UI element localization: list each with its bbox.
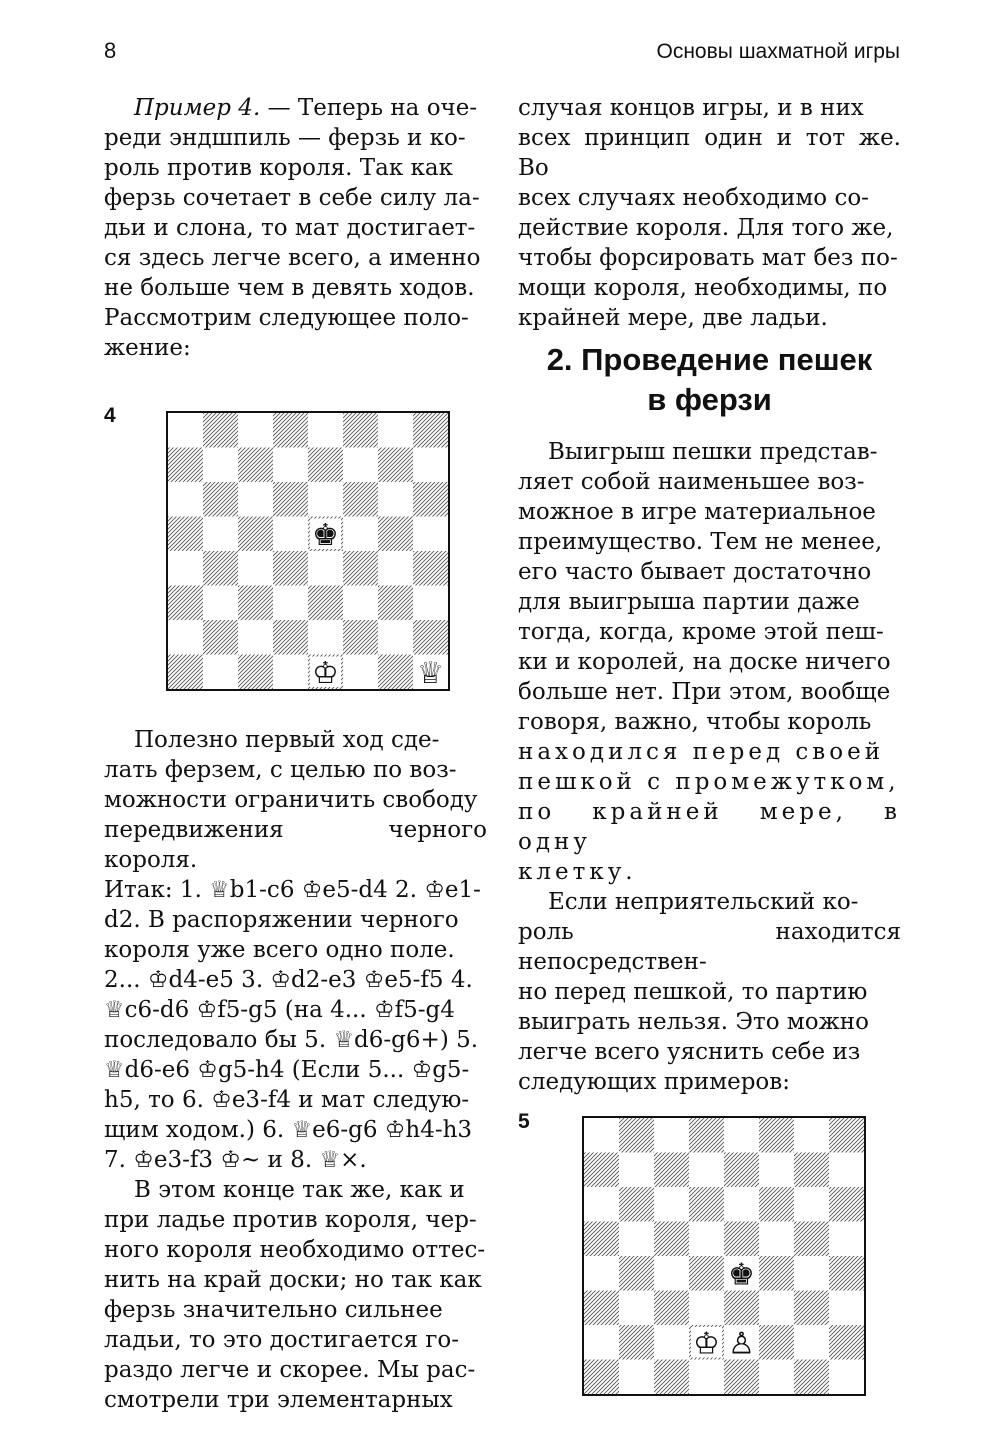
text-line: короля уже всего одно поле. xyxy=(104,937,455,963)
dark-square xyxy=(619,1118,654,1153)
dark-square xyxy=(724,1222,759,1257)
text-line: 7. ♔e3-f3 ♔~ и 8. ♕×. xyxy=(104,1147,367,1173)
dark-square xyxy=(168,586,203,621)
dark-square xyxy=(689,1118,724,1153)
text-line: при ладье против короля, чер- xyxy=(104,1207,477,1233)
white-queen-piece: ♕ xyxy=(417,655,444,689)
left-paragraph-3 xyxy=(104,1175,487,1415)
dark-square xyxy=(724,1360,759,1395)
text-line: лать ферзем, с целью по воз- xyxy=(104,757,457,783)
text-line: преимущество. Тем не менее, xyxy=(518,529,883,555)
text-line: Пример 4. — Теперь на оче- xyxy=(134,95,478,121)
dark-square xyxy=(343,551,378,586)
text-line: Рассмотрим следующее поло- xyxy=(104,305,469,331)
dark-square xyxy=(584,1222,619,1257)
text-line: Если неприятельский ко- xyxy=(548,889,859,915)
text-line: ♕d6-e6 ♔g5-h4 (Если 5... ♔g5- xyxy=(104,1057,470,1083)
text-line: Итак: 1. ♕b1-c6 ♔e5-d4 2. ♔e1- xyxy=(104,877,481,903)
right-paragraph-1 xyxy=(518,93,901,333)
text-line: находился перед своей xyxy=(518,739,885,765)
dark-square xyxy=(584,1291,619,1326)
example-label: Пример 4. xyxy=(134,95,261,121)
dark-square xyxy=(724,1291,759,1326)
dark-square xyxy=(413,413,448,448)
text-line: раздо легче и скорее. Мы рас- xyxy=(104,1357,476,1383)
dark-square xyxy=(654,1291,689,1326)
dark-square xyxy=(273,551,308,586)
dark-square xyxy=(619,1256,654,1291)
text-line: следующих примеров: xyxy=(518,1069,790,1095)
dark-square xyxy=(308,448,343,483)
text-line: крайней мере, две ладьи. xyxy=(518,305,828,331)
board-5-svg xyxy=(584,1118,864,1394)
dark-square xyxy=(759,1256,794,1291)
text-line: пешкой с промежутком, xyxy=(518,769,900,795)
dark-square xyxy=(654,1153,689,1188)
text-line: щим ходом.) 6. ♕e6-g6 ♔h4-h3 xyxy=(104,1117,473,1143)
right-paragraph-2 xyxy=(518,437,901,887)
page-number: 8 xyxy=(104,38,117,63)
dark-square xyxy=(273,620,308,655)
dark-square xyxy=(378,448,413,483)
text-line: его часто бывает достаточно xyxy=(518,559,872,585)
text-line: говоря, важно, чтобы король xyxy=(518,709,872,735)
dark-square xyxy=(619,1187,654,1222)
text-line: чтобы форсировать мат без по- xyxy=(518,245,898,271)
text-line: ся здесь легче всего, а именно xyxy=(104,245,481,271)
text-line: ки и королей, на доске ничего xyxy=(518,649,891,675)
dark-square xyxy=(203,620,238,655)
dark-square xyxy=(378,586,413,621)
dark-square xyxy=(654,1360,689,1395)
dark-square xyxy=(203,551,238,586)
dark-square xyxy=(829,1325,864,1360)
section-heading-line: в ферзи xyxy=(647,382,772,417)
text-line: ного короля необходимо оттес- xyxy=(104,1237,486,1263)
dark-square xyxy=(238,586,273,621)
text-line: d2. В распоряжении черного xyxy=(104,907,459,933)
text-line: мощи короля, необходимы, по xyxy=(518,275,888,301)
text-line: роль находится непосредствен- xyxy=(518,919,901,975)
text-line: клетку. xyxy=(518,859,637,885)
dark-square xyxy=(343,482,378,517)
dark-square xyxy=(203,482,238,517)
white-king-piece: ♔ xyxy=(312,655,339,689)
text-line: жение: xyxy=(104,335,191,361)
dark-square xyxy=(308,586,343,621)
dark-square xyxy=(759,1118,794,1153)
dark-square xyxy=(168,517,203,552)
dark-square xyxy=(378,517,413,552)
text-line: ♕c6-d6 ♔f5-g5 (на 4... ♔f5-g4 xyxy=(104,997,455,1023)
left-paragraph-2 xyxy=(104,725,487,1175)
dark-square xyxy=(238,517,273,552)
dark-square xyxy=(203,413,238,448)
right-paragraph-3 xyxy=(518,887,901,1097)
dark-square xyxy=(619,1325,654,1360)
dark-square xyxy=(238,655,273,690)
dark-square xyxy=(168,448,203,483)
dark-square xyxy=(413,620,448,655)
text-line: последовало бы 5. ♕d6-g6+) 5. xyxy=(104,1027,479,1053)
black-king-piece: ♚ xyxy=(728,1257,755,1293)
black-king-piece: ♚ xyxy=(312,517,339,553)
chess-diagram-4 xyxy=(166,411,450,691)
diagram-4-label: 4 xyxy=(104,404,116,427)
dark-square xyxy=(829,1187,864,1222)
section-heading xyxy=(518,340,901,420)
section-heading-line: 2. Проведение пешек xyxy=(546,342,873,377)
text-line: нить на край доски; но так как xyxy=(104,1267,482,1293)
text-line: выиграть нельзя. Это можно xyxy=(518,1009,869,1035)
text-line: роль против короля. Так как xyxy=(104,155,453,181)
dark-square xyxy=(343,413,378,448)
text-line: не больше чем в девять ходов. xyxy=(104,275,475,301)
diagram-5-label: 5 xyxy=(518,1110,530,1133)
dark-square xyxy=(689,1256,724,1291)
dark-square xyxy=(794,1222,829,1257)
text-line: передвижения черного короля. xyxy=(104,817,487,873)
text-line: случая концов игры, и в них xyxy=(518,95,864,121)
dark-square xyxy=(273,482,308,517)
text-line: но перед пешкой, то партию xyxy=(518,979,868,1005)
board-4-svg xyxy=(168,413,448,689)
dark-square xyxy=(829,1256,864,1291)
dark-square xyxy=(829,1118,864,1153)
text-line: всех принцип один и тот же. Во xyxy=(518,125,901,181)
white-king-piece: ♔ xyxy=(693,1326,720,1362)
text-line: В этом конце так же, как и xyxy=(134,1177,465,1203)
dark-square xyxy=(759,1187,794,1222)
dark-square xyxy=(413,551,448,586)
text-line: ладьи, то это достигается го- xyxy=(104,1327,460,1353)
dark-square xyxy=(724,1153,759,1188)
text-line: легче всего уяснить себе из xyxy=(518,1039,861,1065)
chess-diagram-5 xyxy=(582,1116,866,1396)
text-line: дьи и слона, то мат достигает- xyxy=(104,215,476,241)
text-line: ферзь значительно сильнее xyxy=(104,1297,443,1323)
text-line: для выигрыша партии даже xyxy=(518,589,860,615)
text-line: h5, то 6. ♔e3-f4 и мат следую- xyxy=(104,1087,470,1113)
dark-square xyxy=(794,1153,829,1188)
text-line: ферзь сочетает в себе силу ла- xyxy=(104,185,480,211)
text-line: больше нет. При этом, вообще xyxy=(518,679,891,705)
dark-square xyxy=(343,620,378,655)
dark-square xyxy=(654,1222,689,1257)
dark-square xyxy=(168,655,203,690)
text-line: действие короля. Для того же, xyxy=(518,215,894,241)
text-line: всех случаях необходимо со- xyxy=(518,185,869,211)
text-line: реди эндшпиль — ферзь и ко- xyxy=(104,125,466,151)
dark-square xyxy=(689,1187,724,1222)
text-line: смотрели три элементарных xyxy=(104,1387,453,1413)
text-line: Выигрыш пешки представ- xyxy=(548,439,878,465)
dark-square xyxy=(584,1360,619,1395)
text-line: Полезно первый ход сде- xyxy=(134,727,440,753)
dark-square xyxy=(413,482,448,517)
text-line: можности ограничить свободу xyxy=(104,787,478,813)
dark-square xyxy=(759,1325,794,1360)
dark-square xyxy=(238,448,273,483)
text-line: 2... ♔d4-e5 3. ♔d2-e3 ♔e5-f5 4. xyxy=(104,967,473,993)
dark-square xyxy=(794,1291,829,1326)
dark-square xyxy=(794,1360,829,1395)
text-line: тогда, когда, кроме этой пеш- xyxy=(518,619,884,645)
text-line: ляет собой наименьшее воз- xyxy=(518,469,865,495)
text-line: можное в игре материальное xyxy=(518,499,876,525)
text-line: по крайней мере, в одну xyxy=(518,799,901,855)
running-title: Основы шахматной игры xyxy=(656,40,900,63)
left-paragraph-1 xyxy=(104,93,487,363)
dark-square xyxy=(273,413,308,448)
dark-square xyxy=(584,1153,619,1188)
white-pawn-piece: ♙ xyxy=(728,1326,755,1362)
dark-square xyxy=(378,655,413,690)
